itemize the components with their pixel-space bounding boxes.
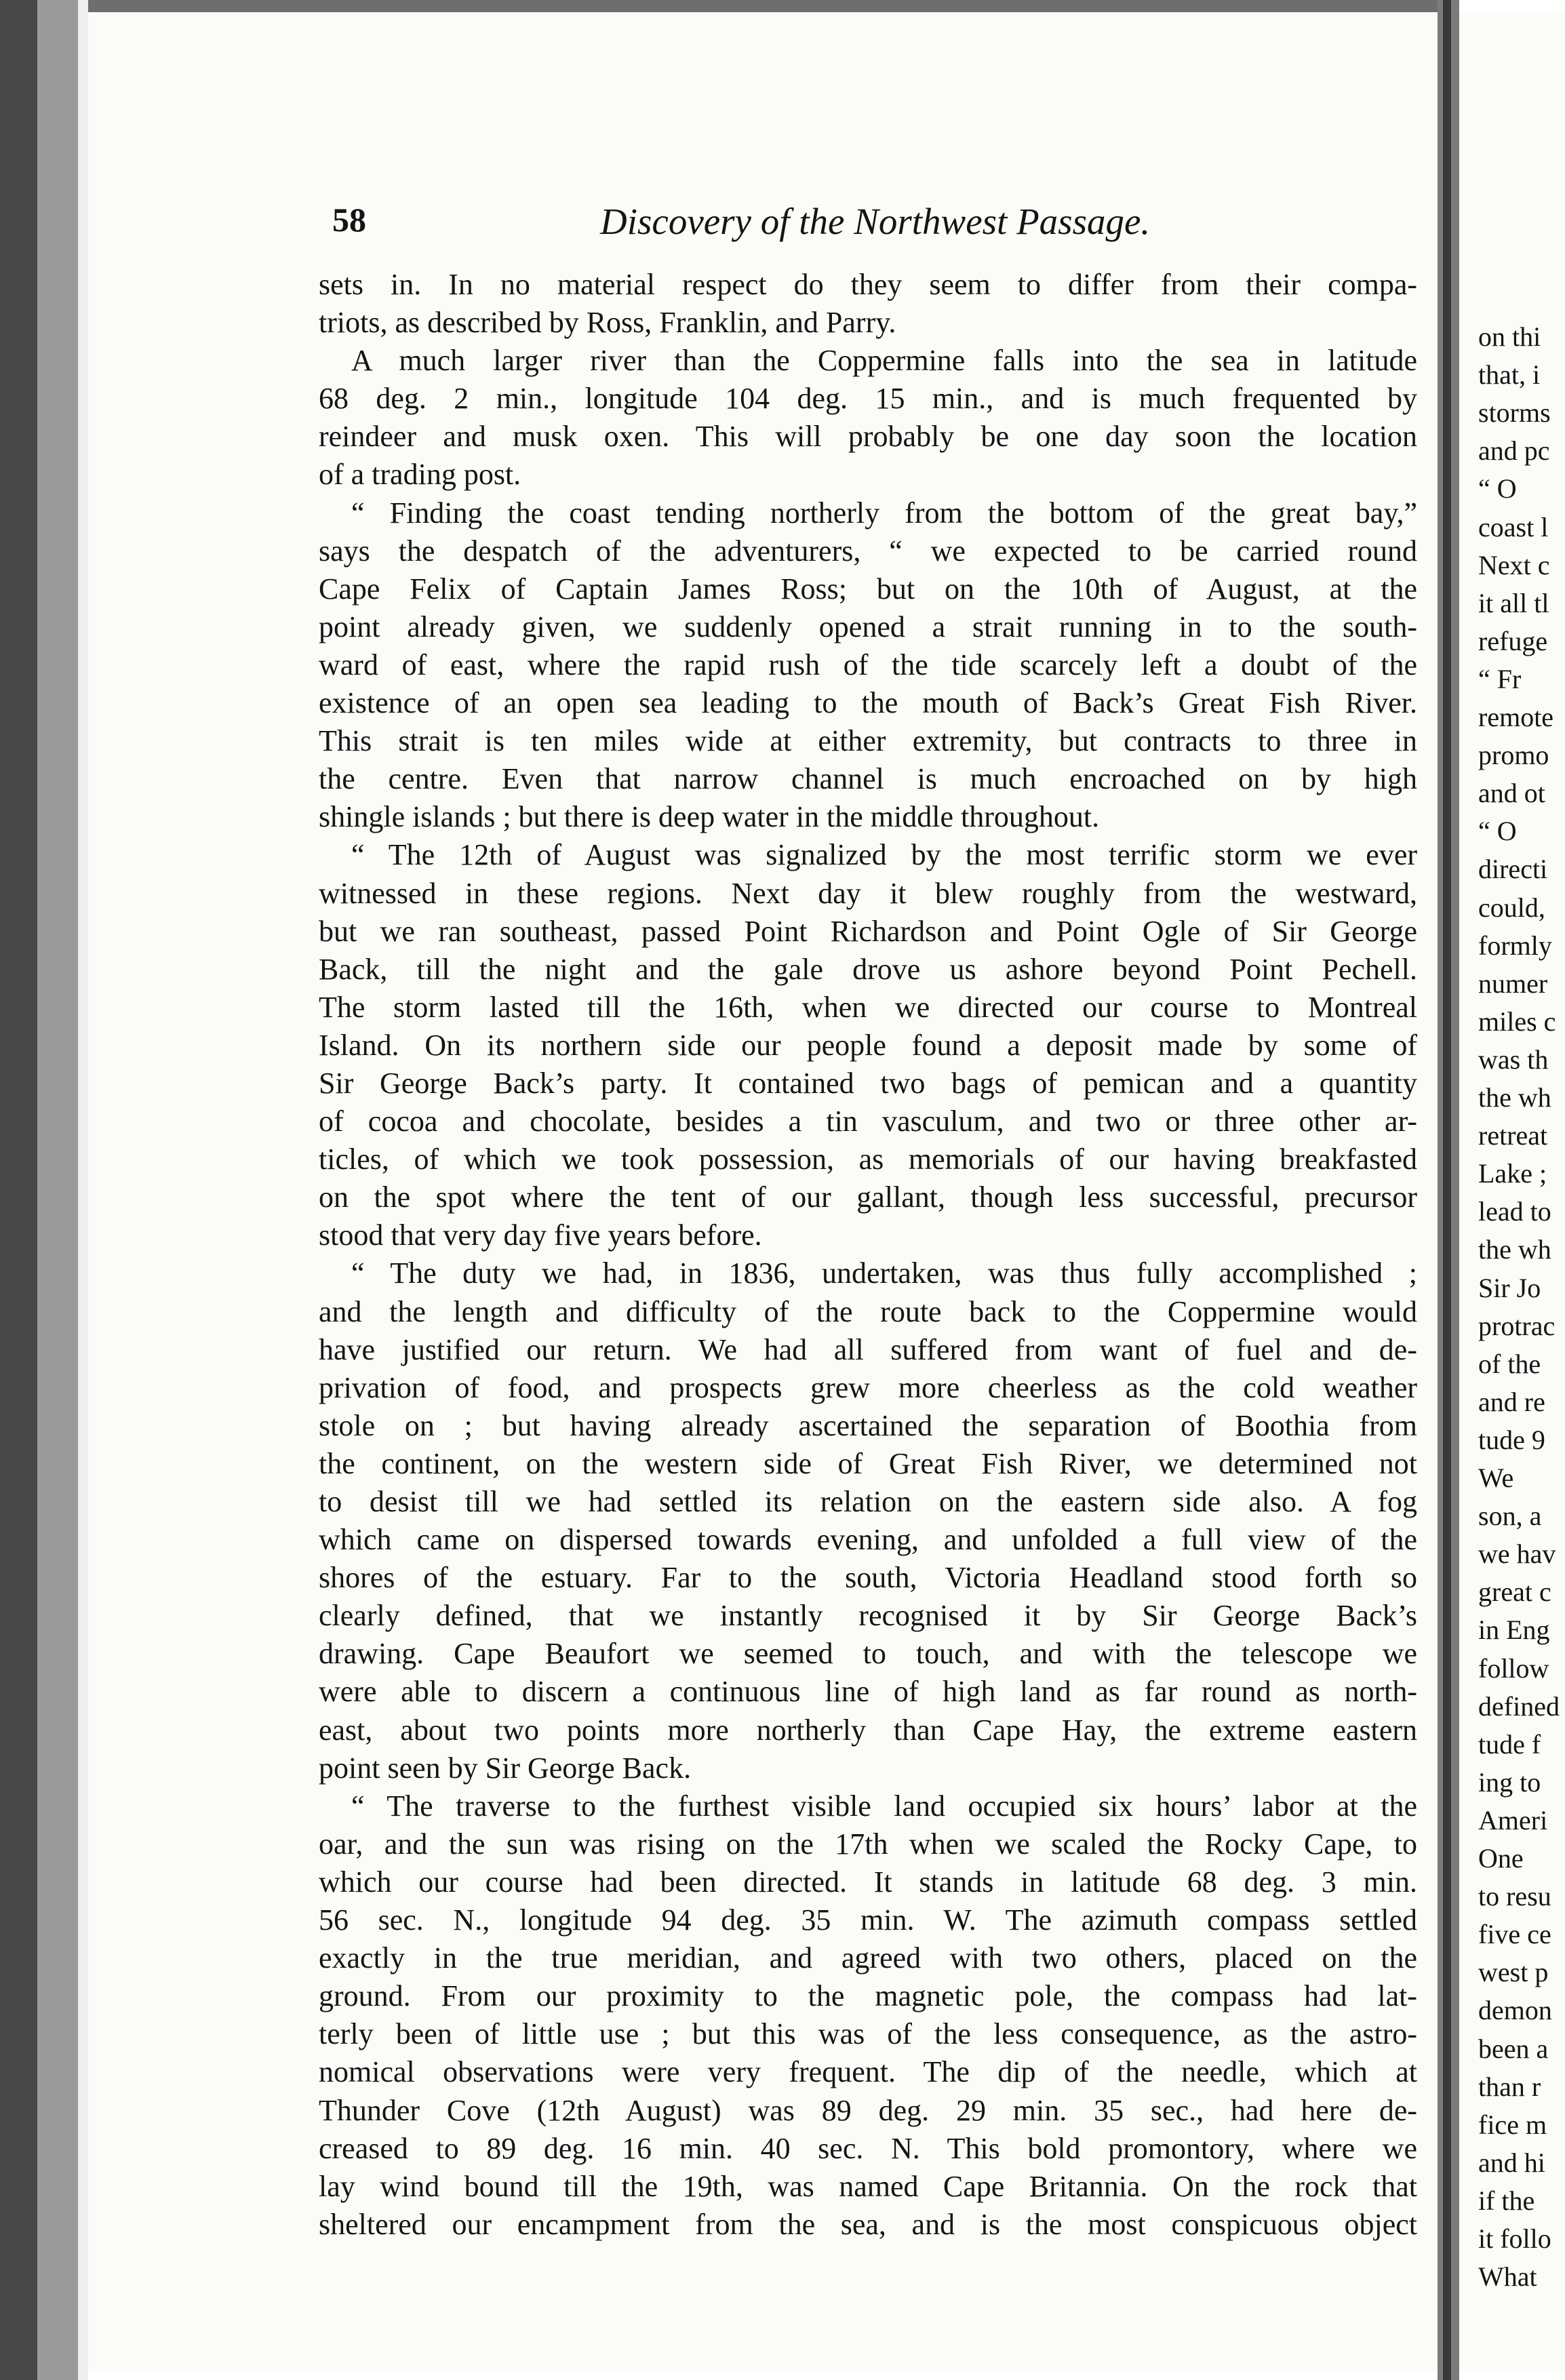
facing-page-line: Ameri bbox=[1478, 1804, 1548, 1836]
text-line: 68 deg. 2 min., longitude 104 deg. 15 min., and is much frequented by bbox=[319, 382, 1417, 416]
text-line: on the spot where the tent of our gallant, though less successful, precursor bbox=[319, 1181, 1417, 1214]
text-line: the centre. Even that narrow channel is much encroached on by high bbox=[319, 762, 1417, 796]
text-line: were able to discern a continuous line of high land as far round as north- bbox=[319, 1675, 1417, 1709]
facing-page-line: directi bbox=[1478, 854, 1548, 885]
text-line: of a trading post. bbox=[319, 458, 521, 492]
facing-page-line: Sir Jo bbox=[1478, 1272, 1541, 1303]
text-line: point seen by Sir George Back. bbox=[319, 1751, 692, 1785]
facing-page-line: the wh bbox=[1478, 1082, 1551, 1113]
facing-page-line: numer bbox=[1478, 968, 1548, 999]
text-line: point already given, we suddenly opened a strait running in to the south- bbox=[319, 610, 1417, 643]
facing-page-line: promo bbox=[1478, 740, 1549, 771]
facing-page-line: Next c bbox=[1478, 549, 1550, 580]
text-line: exactly in the true meridian, and agreed with two others, placed on the bbox=[319, 1941, 1417, 1975]
facing-page-line: been a bbox=[1478, 2033, 1549, 2064]
facing-page-line: it all tl bbox=[1478, 587, 1549, 618]
facing-page-line: if the bbox=[1478, 2185, 1535, 2216]
text-line: creased to 89 deg. 16 min. 40 sec. N. This bold promontory, where we bbox=[319, 2131, 1417, 2165]
facing-page-line: on thi bbox=[1478, 321, 1541, 352]
text-line: terly been of little use ; but this was of the less consequence, as the astro- bbox=[319, 2017, 1417, 2051]
text-line: This strait is ten miles wide at either extremity, but contracts to three in bbox=[319, 724, 1417, 758]
facing-page-line: it follo bbox=[1478, 2223, 1551, 2254]
facing-page-line: remote bbox=[1478, 702, 1554, 732]
text-line: Back, till the night and the gale drove us ashore beyond Point Pechell. bbox=[319, 952, 1417, 986]
book-gutter bbox=[1438, 0, 1459, 2380]
facing-page-line: One bbox=[1478, 1843, 1524, 1873]
facing-page-line: ing to bbox=[1478, 1766, 1541, 1798]
facing-page-line: we hav bbox=[1478, 1539, 1556, 1570]
text-line: privation of food, and prospects grew more cheerless as the cold weather bbox=[319, 1370, 1417, 1404]
text-line: lay wind bound till the 19th, was named Cape Britannia. On the rock that bbox=[319, 2169, 1417, 2203]
facing-page-line: the wh bbox=[1478, 1234, 1551, 1265]
facing-page-line: and hi bbox=[1478, 2147, 1545, 2178]
body-text bbox=[319, 266, 1417, 2244]
text-line: ticles, of which we took possession, as memorials of our having breakfasted bbox=[319, 1143, 1417, 1176]
text-line: ground. From our proximity to the magnetic pole, the compass had lat- bbox=[319, 1979, 1417, 2013]
text-line: Thunder Cove (12th August) was 89 deg. 29 min. 35 sec., had here de- bbox=[319, 2093, 1417, 2127]
facing-page-fragment bbox=[1459, 12, 1565, 2372]
text-line: nomical observations were very frequent. The dip of the needle, which at bbox=[319, 2055, 1417, 2089]
scan-top-edge bbox=[88, 0, 1444, 12]
gutter-shadow bbox=[1443, 0, 1451, 2380]
facing-page-line: in Eng bbox=[1478, 1614, 1550, 1646]
facing-page-line: “ O bbox=[1478, 816, 1517, 847]
facing-page-line: storms bbox=[1478, 397, 1551, 429]
facing-page-line: of the bbox=[1478, 1348, 1541, 1379]
facing-page-line: Lake ; bbox=[1478, 1158, 1547, 1189]
text-line: sets in. In no material respect do they seem to differ from their compa- bbox=[319, 268, 1417, 301]
page-edge-highlight bbox=[78, 0, 88, 2380]
text-line: which came on dispersed towards evening, and unfolded a full view of the bbox=[319, 1523, 1417, 1557]
facing-page-line: that, i bbox=[1478, 359, 1541, 391]
text-line: existence of an open sea leading to the mouth of Back’s Great Fish River. bbox=[319, 686, 1417, 720]
text-line: triots, as described by Ross, Franklin, and Parry. bbox=[319, 306, 896, 340]
facing-page-line: formly bbox=[1478, 930, 1552, 961]
text-line: reindeer and musk oxen. This will probably be one day soon the location bbox=[319, 420, 1417, 454]
facing-page-line: miles c bbox=[1478, 1006, 1556, 1037]
text-line: “ The 12th of August was signalized by the most terrific storm we ever bbox=[351, 838, 1417, 872]
text-line: “ The duty we had, in 1836, undertaken, was thus fully accomplished ; bbox=[351, 1256, 1417, 1290]
facing-page-line: “ O bbox=[1478, 473, 1517, 504]
text-line: shingle islands ; but there is deep water in the middle throughout. bbox=[319, 800, 1100, 834]
facing-page-line: refuge bbox=[1478, 625, 1548, 656]
text-line: drawing. Cape Beaufort we seemed to touch, and with the telescope we bbox=[319, 1637, 1417, 1671]
text-line: but we ran southeast, passed Point Richardson and Point Ogle of Sir George bbox=[319, 914, 1417, 948]
facing-page-line: protrac bbox=[1478, 1310, 1556, 1341]
facing-page-line: follow bbox=[1478, 1652, 1549, 1684]
facing-page-line: was th bbox=[1478, 1044, 1549, 1075]
text-line: “ Finding the coast tending northerly from the bottom of the great bay,” bbox=[351, 496, 1417, 530]
facing-page-line: great c bbox=[1478, 1576, 1551, 1608]
text-line: which our course had been directed. It stands in latitude 68 deg. 3 min. bbox=[319, 1865, 1417, 1899]
text-line: oar, and the sun was rising on the 17th when we scaled the Rocky Cape, to bbox=[319, 1827, 1417, 1861]
scan-left-margin bbox=[0, 0, 88, 2380]
scan-edge bbox=[37, 0, 78, 2380]
facing-page-line: lead to bbox=[1478, 1196, 1551, 1227]
text-line: Island. On its northern side our people found a deposit made by some of bbox=[319, 1028, 1417, 1062]
text-line: witnessed in these regions. Next day it blew roughly from the westward, bbox=[319, 876, 1417, 910]
facing-page-line: than r bbox=[1478, 2071, 1541, 2102]
text-line: The storm lasted till the 16th, when we directed our course to Montreal bbox=[319, 990, 1417, 1024]
facing-page-line: tude f bbox=[1478, 1728, 1541, 1760]
facing-page-line: and pc bbox=[1478, 435, 1550, 467]
facing-page-line: defined bbox=[1478, 1690, 1560, 1722]
facing-page-line: west p bbox=[1478, 1957, 1549, 1988]
scan-shadow bbox=[0, 0, 37, 2380]
facing-page-line: tude 9 bbox=[1478, 1424, 1545, 1455]
text-line: A much larger river than the Coppermine falls into the sea in latitude bbox=[351, 344, 1417, 378]
text-line: to desist till we had settled its relation on the eastern side also. A fog bbox=[319, 1485, 1417, 1518]
text-line: 56 sec. N., longitude 94 deg. 35 min. W. The azimuth compass settled bbox=[319, 1903, 1417, 1937]
text-line: of cocoa and chocolate, besides a tin vasculum, and two or three other ar- bbox=[319, 1105, 1417, 1138]
text-line: “ The traverse to the furthest visible land occupied six hours’ labor at the bbox=[351, 1789, 1417, 1823]
text-line: stood that very day five years before. bbox=[319, 1218, 762, 1252]
facing-page-line: retreat bbox=[1478, 1120, 1548, 1151]
text-line: the continent, on the western side of Great Fish River, we determined not bbox=[319, 1446, 1417, 1480]
text-line: clearly defined, that we instantly recognised it by Sir George Back’s bbox=[319, 1599, 1417, 1633]
text-line: stole on ; but having already ascertained the separation of Boothia from bbox=[319, 1408, 1417, 1442]
text-line: have justified our return. We had all suffered from want of fuel and de- bbox=[319, 1332, 1417, 1366]
facing-page-line: coast l bbox=[1478, 511, 1549, 542]
text-line: sheltered our encampment from the sea, and is the most conspicuous object bbox=[319, 2207, 1417, 2241]
text-line: east, about two points more northerly than Cape Hay, the extreme eastern bbox=[319, 1713, 1417, 1747]
facing-page-line: to resu bbox=[1478, 1881, 1551, 1912]
running-title: Discovery of the Northwest Passage. bbox=[600, 201, 1151, 242]
facing-page-line: five ce bbox=[1478, 1919, 1551, 1950]
text-line: says the despatch of the adventurers, “ we expected to be carried round bbox=[319, 534, 1417, 568]
text-line: ward of east, where the rapid rush of the tide scarcely left a doubt of the bbox=[319, 648, 1417, 681]
text-line: and the length and difficulty of the route back to the Coppermine would bbox=[319, 1294, 1417, 1328]
facing-page-line: We bbox=[1478, 1463, 1514, 1493]
text-line: Sir George Back’s party. It contained two bags of pemican and a quantity bbox=[319, 1066, 1417, 1100]
facing-page-line: “ Fr bbox=[1478, 663, 1522, 694]
facing-page-line: and ot bbox=[1478, 778, 1545, 809]
facing-page-line: demon bbox=[1478, 1995, 1552, 2026]
text-line: shores of the estuary. Far to the south, Victoria Headland stood forth so bbox=[319, 1561, 1417, 1595]
facing-page-line: son, a bbox=[1478, 1501, 1542, 1532]
facing-page-line: What bbox=[1478, 2261, 1537, 2293]
facing-page-line: could, bbox=[1478, 892, 1545, 923]
page-header bbox=[332, 200, 1444, 254]
facing-page-line: and re bbox=[1478, 1386, 1545, 1417]
text-line: Cape Felix of Captain James Ross; but on the 10th of August, at the bbox=[319, 572, 1417, 606]
page-number: 58 bbox=[332, 201, 366, 239]
facing-page-line: fice m bbox=[1478, 2109, 1547, 2140]
